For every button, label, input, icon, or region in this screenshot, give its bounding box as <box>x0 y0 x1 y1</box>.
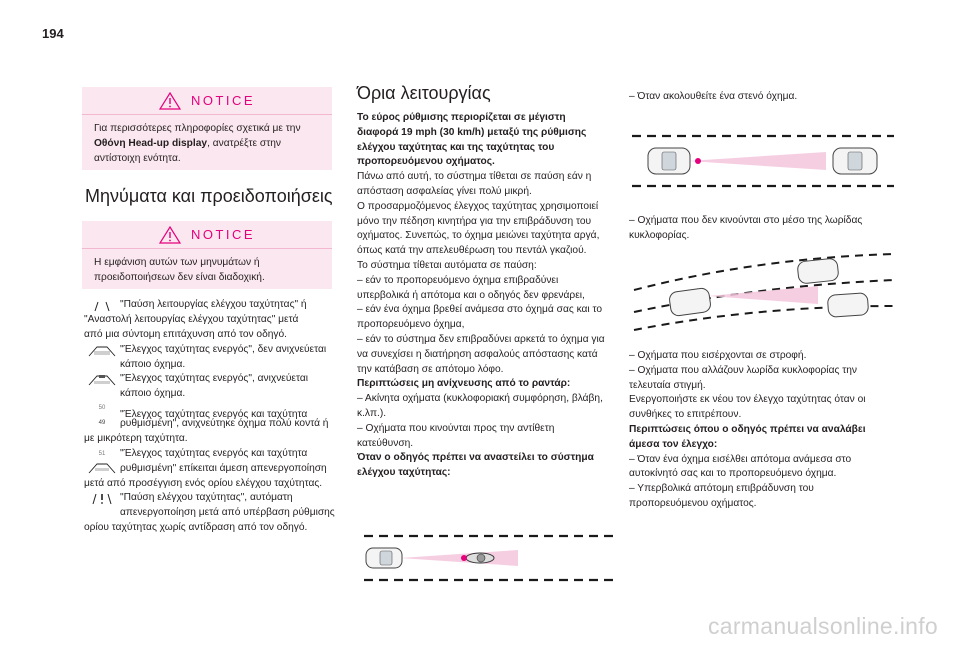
text-line: μόνο την πέδηση κινητήρα για την επιβράδυνση του <box>357 215 592 227</box>
car-ahead-icon <box>797 258 839 284</box>
message-row <box>84 491 342 506</box>
notice-line: Η εμφάνιση αυτών των μηνυμάτων ή <box>94 257 260 268</box>
text-line: Ενεργοποιήστε εκ νέου τον έλεγχο ταχύτητας όταν οι <box>629 394 866 406</box>
message-text: με μικρότερη ταχύτητα. <box>84 432 188 444</box>
text-line: Το σύστημα τίθεται αυτόματα σε παύση: <box>357 259 537 271</box>
warning-triangle-icon <box>159 226 181 244</box>
notice-line: προειδοποιήσεων δεν είναι διαδοχική. <box>94 272 265 284</box>
case-list <box>629 349 899 423</box>
motorcycle-icon <box>466 553 494 563</box>
text-line: – εάν ένα όχημα βρεθεί ανάμεσα στο όχημά σας και το <box>357 304 603 316</box>
text-line: διαφορά 19 mph (30 km/h) μεταξύ της ρύθμισης <box>357 126 587 138</box>
case-text: – Οχήματα που δεν κινούνται στο μέσο της λωρίδας <box>629 215 863 226</box>
text-line: αυτοκίνητό σας και το προπορευόμενο όχημα. <box>629 468 837 480</box>
speed-set-icon <box>84 402 120 430</box>
lane-pause-icon <box>84 298 120 313</box>
car-icon <box>366 548 402 568</box>
react-heading <box>629 423 899 453</box>
text-line: να συνεχίσει η διατήρηση ασφαλούς απόστασης κατά <box>357 348 598 360</box>
text-line: Το εύρος ρύθμισης περιορίζεται σε μέγιστη <box>357 112 566 123</box>
message-text: "Έλεγχος ταχύτητας ενεργός και ταχύτητα <box>120 409 308 421</box>
limits-text <box>357 111 627 481</box>
message-text: απενεργοποίηση μετά από υπέρβαση ρύθμισης <box>120 507 335 519</box>
text-line: – εάν το σύστημα δεν επιβραδύνει αρκετά το όχημα για <box>357 333 605 345</box>
notice-box-messages <box>82 221 332 289</box>
car-ahead-icon <box>833 148 877 174</box>
radar-sensor-icon <box>695 158 701 164</box>
message-text: ορίου ταχύτητας χωρίς αντίδραση από τον οδηγό. <box>84 522 308 534</box>
text-line: – εάν το προπορευόμενο όχημα επιβραδύνει <box>357 274 559 286</box>
text-line: Όταν ο οδηγός πρέπει να αναστείλει το σύστημα <box>357 452 594 464</box>
text-line: – Υπερβολικά απότομη επιβράδυνση του <box>629 483 814 495</box>
message-text: "Έλεγχος ταχύτητας ενεργός", δεν ανιχνεύεται <box>120 343 327 355</box>
message-text: "Παύση ελέγχου ταχύτητας", αυτόματη <box>120 492 293 504</box>
message-text: ρυθμισμένη" επίκειται άμεση απενεργοποίηση <box>120 462 327 474</box>
text-line: άμεσα τον έλεγχο: <box>629 438 718 450</box>
text-line: – Οχήματα που κινούνται προς την αντίθετη <box>357 422 555 434</box>
notice-title: NOTICE <box>190 93 256 108</box>
message-text: "Αναστολή λειτουργίας ελέγχου ταχύτητας" μετά <box>84 314 299 325</box>
message-text: ρυθμισμένη", ανιχνεύτηκε όχημα πολύ κοντά ή <box>120 418 329 430</box>
speed-sign-icon <box>461 555 467 561</box>
text-line: προπορευόμενο όχημα, <box>357 319 465 331</box>
right-item1 <box>629 90 899 105</box>
notice-line: Για περισσότερες πληροφορίες σχετικά με την <box>94 123 301 134</box>
notice-line <box>94 136 320 151</box>
body-text <box>357 170 627 377</box>
case-text: – Όταν ακολουθείτε ένα στενό όχημα. <box>629 91 798 102</box>
pause-heading <box>357 451 627 481</box>
notice-box-head-up <box>82 87 332 170</box>
notice-title: NOTICE <box>190 227 256 242</box>
notice-header <box>82 221 332 249</box>
lane-active-vehicle-icon <box>84 372 120 387</box>
text-line: όπως κατά την απελευθέρωση του πεντάλ γκαζιού. <box>357 245 587 257</box>
text-line: συνθήκες το επιτρέπουν. <box>629 409 742 421</box>
narrow-vehicle-illustration <box>360 528 620 588</box>
message-text: "Έλεγχος ταχύτητας ενεργός", ανιχνεύεται <box>120 373 308 385</box>
message-row <box>84 298 342 313</box>
text-line: Περιπτώσεις όπου ο οδηγός πρέπει να αναλάβει <box>629 423 866 435</box>
text-line: Πάνω από αυτή, το σύστημα τίθεται σε παύση εάν η <box>357 171 592 183</box>
page-number: 194 <box>42 26 64 41</box>
text-line: – Όταν ένα όχημα εισέλθει απότομα ανάμεσα στο <box>629 453 852 465</box>
notice-line-rest: , ανατρέξτε στην <box>207 138 281 150</box>
text-line: κ.λπ.). <box>357 407 387 419</box>
section-heading-messages: Μηνύματα και προειδοποιήσεις <box>85 186 333 206</box>
notice-line: αντίστοιχη ενότητα. <box>94 153 181 165</box>
text-line: – Οχήματα που εισέρχονται σε στροφή. <box>629 350 807 361</box>
message-row <box>84 343 342 358</box>
lane-alert-icon <box>84 491 120 506</box>
message-text: κάποιο όχημα. <box>120 388 186 400</box>
text-line: απόσταση ασφαλείας γίνει πολύ μικρή. <box>357 185 532 197</box>
icon-speed-top: 50 <box>98 405 106 412</box>
message-text: "Παύση λειτουργίας ελέγχου ταχύτητας" ή <box>120 299 307 310</box>
message-text: από μια σύντομη επιτάχυνση από τον οδηγό. <box>84 328 288 340</box>
text-line: προπορευόμενου οχήματος. <box>357 156 495 168</box>
text-line: ελέγχου ταχύτητας και της ταχύτητας του <box>357 141 555 153</box>
messages-list <box>84 298 342 536</box>
car-icon <box>648 148 690 174</box>
message-text: κάποιο όχημα. <box>120 358 186 370</box>
icon-speed-limit: 51 <box>98 451 106 458</box>
radar-heading: Περιπτώσεις μη ανίχνευσης από το ραντάρ: <box>357 378 571 390</box>
lane-active-empty-icon <box>84 343 120 358</box>
speed-limit-icon <box>84 447 120 475</box>
text-line: οχήματος. Συνεπώς, το όχημα μειώνει ταχύτητα αργά, <box>357 230 600 242</box>
warning-triangle-icon <box>159 92 181 110</box>
case-text: κυκλοφορίας. <box>629 229 690 241</box>
text-line: τελευταία στιγμή. <box>629 379 706 391</box>
head-up-link: Οθόνη Head-up display <box>94 138 208 150</box>
right-item2 <box>629 214 899 244</box>
react-list <box>629 453 899 512</box>
notice-text <box>82 249 332 291</box>
message-text: μετά από προσέγγιση ενός ορίου ελέγχου ταχύτητας. <box>84 477 323 489</box>
right-text <box>629 349 899 512</box>
message-text: "Έλεγχος ταχύτητας ενεργός και ταχύτητα <box>120 447 308 459</box>
text-line: προπορευόμενου οχήματος. <box>629 497 757 509</box>
text-line: Ο προσαρμοζόμενος έλεγχος ταχύτητας χρησιμοποιεί <box>357 200 599 212</box>
narrow-lead-vehicle-illustration <box>628 128 898 194</box>
car-changing-lane-icon <box>827 293 868 318</box>
text-line: την κατάβαση σε απότομο λόφο. <box>357 363 504 375</box>
notice-text <box>82 115 332 173</box>
text-line: υπερβολικά ή απότομα και ο οδηγός δεν φρενάρει, <box>357 289 585 301</box>
text-line: ελέγχου ταχύτητας: <box>357 467 451 479</box>
watermark-footer: carmanualsonline.info <box>707 613 938 639</box>
notice-header <box>82 87 332 115</box>
section-heading-limits: Όρια λειτουργίας <box>357 83 491 103</box>
text-line: – Οχήματα που αλλάζουν λωρίδα κυκλοφορίας την <box>629 364 857 376</box>
car-icon <box>669 287 712 316</box>
icon-speed-value: 49 <box>98 420 106 427</box>
message-row <box>84 372 342 387</box>
text-line: κατεύθυνση. <box>357 437 414 449</box>
curve-vehicles-illustration <box>628 250 898 332</box>
radar-list <box>357 392 627 451</box>
intro-bold <box>357 111 627 170</box>
text-line: – Ακίνητα οχήματα (κυκλοφοριακή συμφόρηση, βλάβη, <box>357 393 603 405</box>
